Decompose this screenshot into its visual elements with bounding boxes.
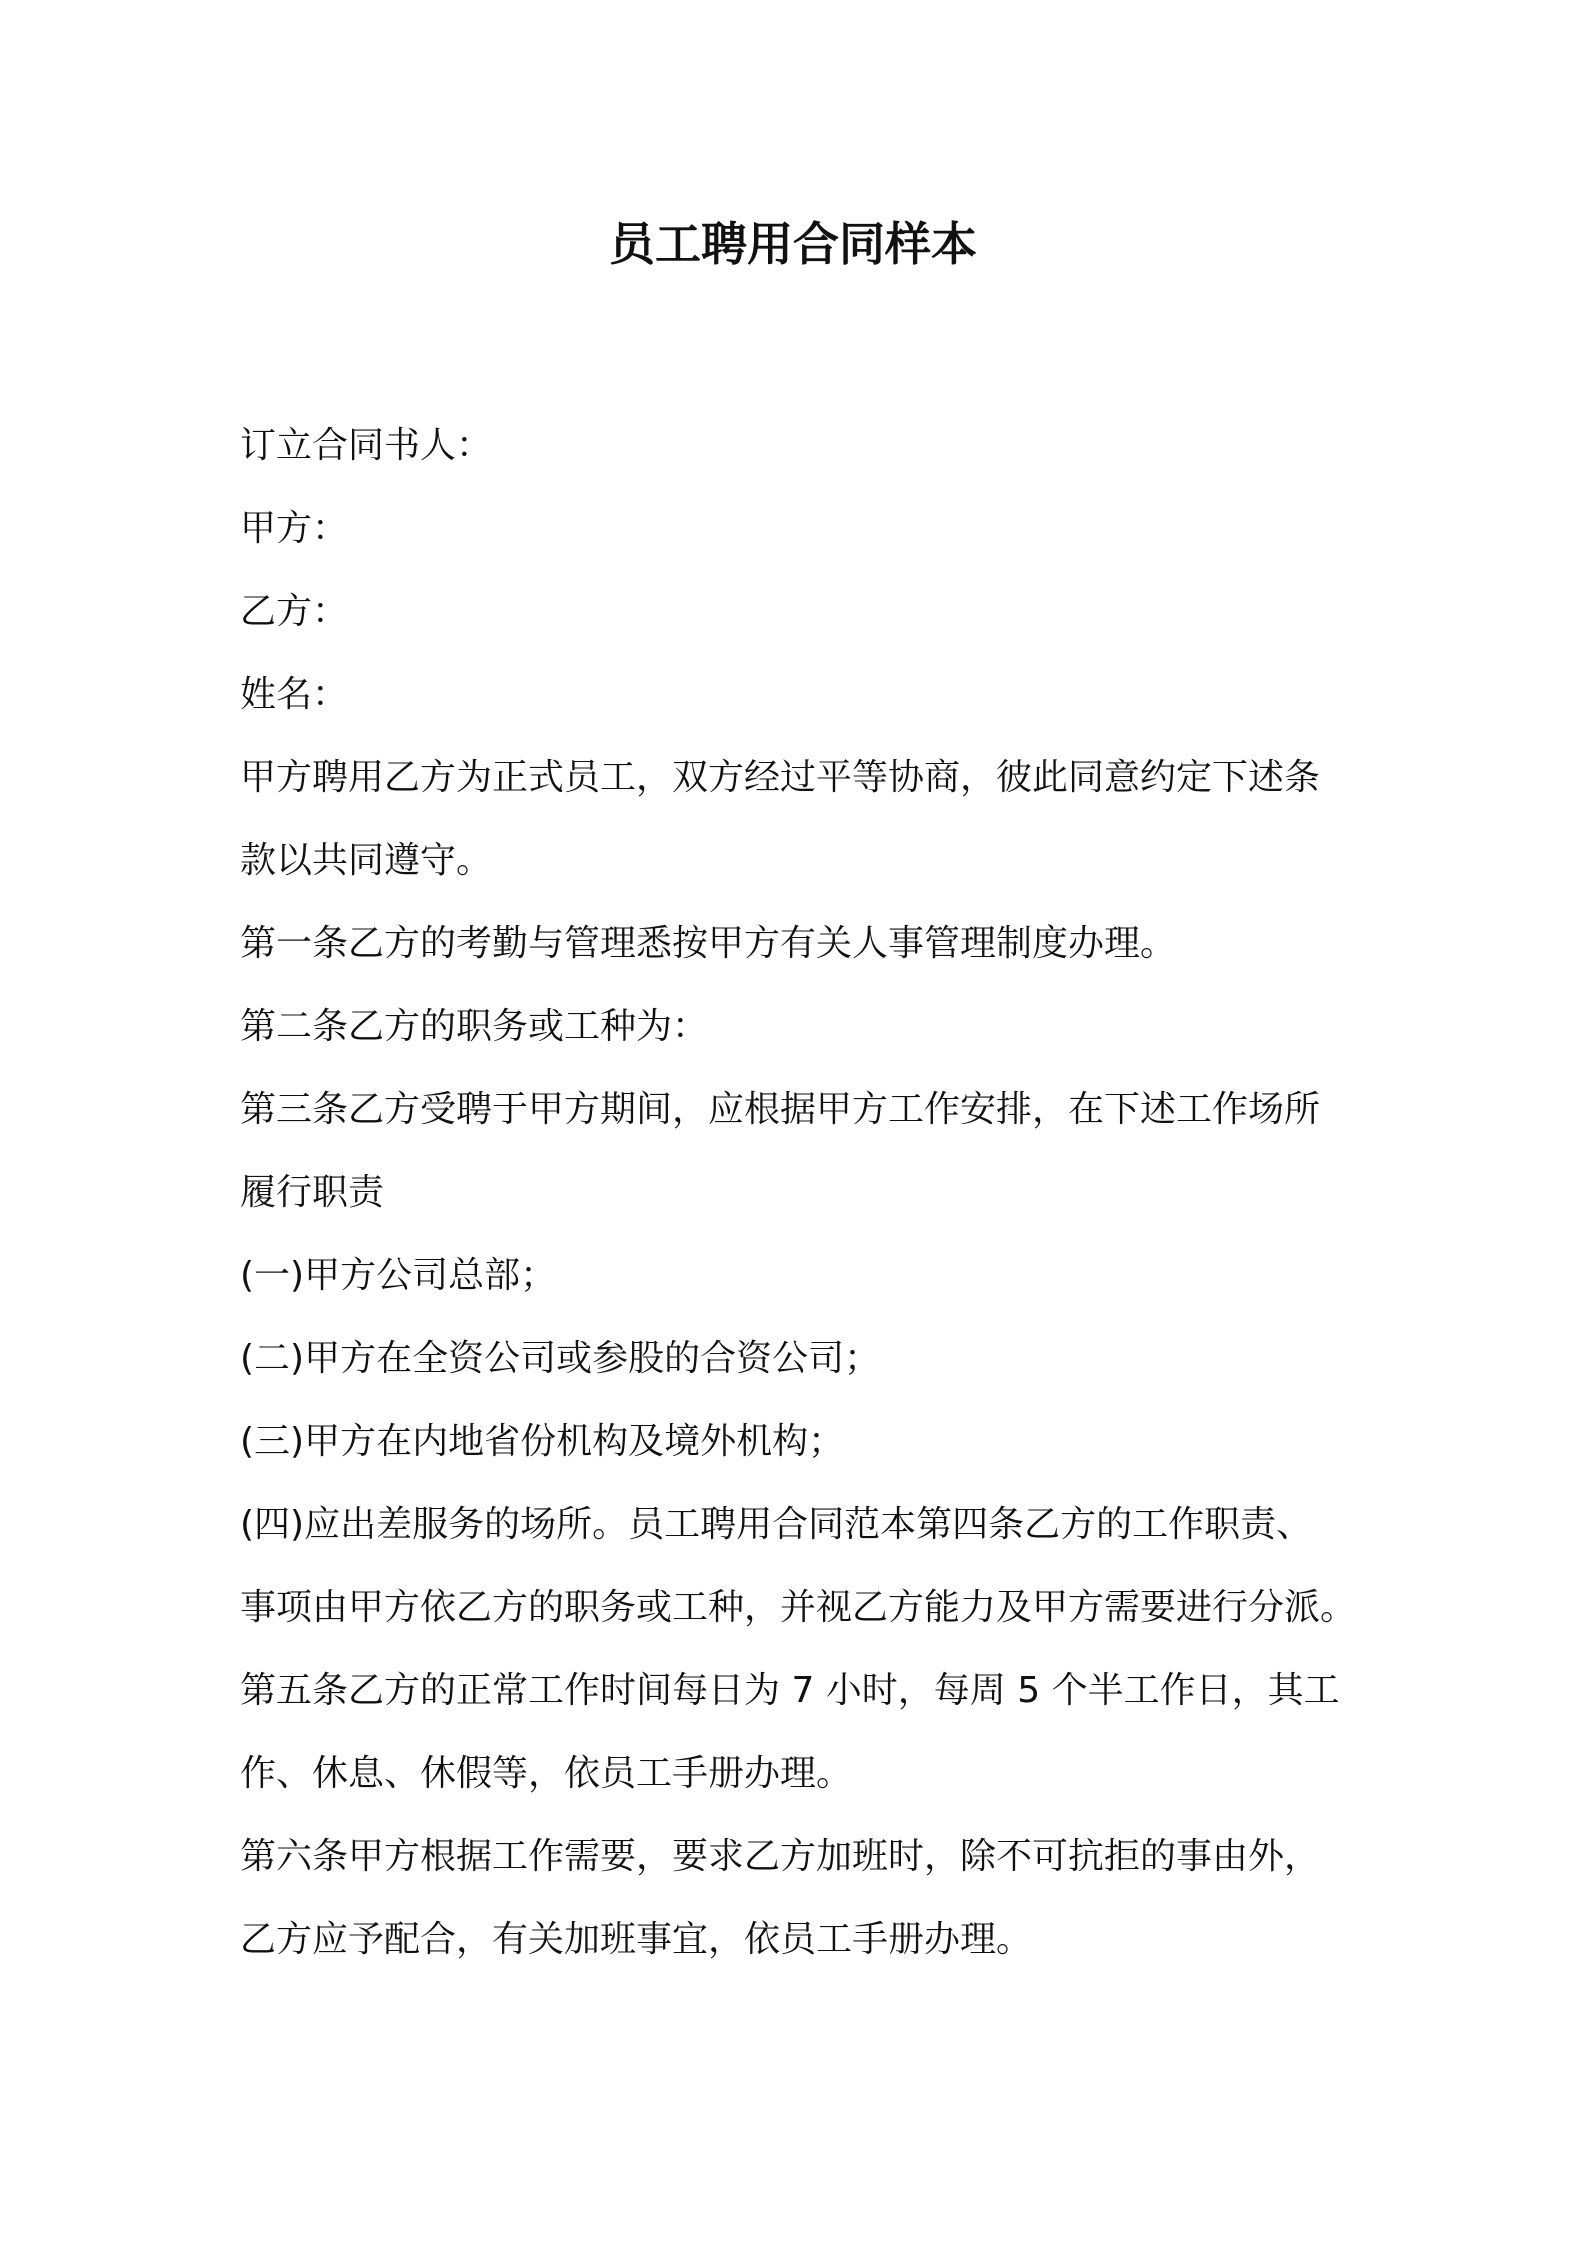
clause-6-line: 第六条甲方根据工作需要，要求乙方加班时，除不可抗拒的事由外， [240, 1836, 1321, 1877]
clause-6-line: 乙方应予配合，有关加班事宜，依员工手册办理。 [240, 1919, 1033, 1960]
party-a-line: 甲方： [240, 508, 349, 549]
preamble-line: 款以共同遵守。 [240, 840, 493, 881]
clause-5-line: 作、休息、休假等，依员工手册办理。 [240, 1753, 853, 1794]
workplace-item-2: (二)甲方在全资公司或参股的合资公司； [240, 1338, 881, 1379]
signatories-heading: 订立合同书人： [240, 425, 493, 466]
document-body [240, 404, 1390, 1981]
workplace-item-3: (三)甲方在内地省份机构及境外机构； [240, 1421, 845, 1462]
workplace-item-1: (一)甲方公司总部； [240, 1255, 557, 1296]
clause-5-line: 第五条乙方的正常工作时间每日为 7 小时，每周 5 个半工作日，其工 [240, 1670, 1340, 1711]
clause-1-line: 第一条乙方的考勤与管理悉按甲方有关人事管理制度办理。 [240, 923, 1177, 964]
party-b-line: 乙方： [240, 591, 349, 632]
clause-3-line: 第三条乙方受聘于甲方期间，应根据甲方工作安排，在下述工作场所 [240, 1089, 1321, 1130]
clause-2-line: 第二条乙方的职务或工种为： [240, 1006, 709, 1047]
clause-3-line: 履行职责 [240, 1172, 385, 1213]
name-line: 姓名： [240, 674, 349, 715]
preamble-line: 甲方聘用乙方为正式员工，双方经过平等协商，彼此同意约定下述条 [240, 757, 1321, 798]
clause-4-line: 事项由甲方依乙方的职务或工种，并视乙方能力及甲方需要进行分派。 [240, 1587, 1357, 1628]
workplace-item-4: (四)应出差服务的场所。员工聘用合同范本第四条乙方的工作职责、 [240, 1504, 1313, 1545]
document-title: 员工聘用合同样本 [609, 217, 977, 271]
